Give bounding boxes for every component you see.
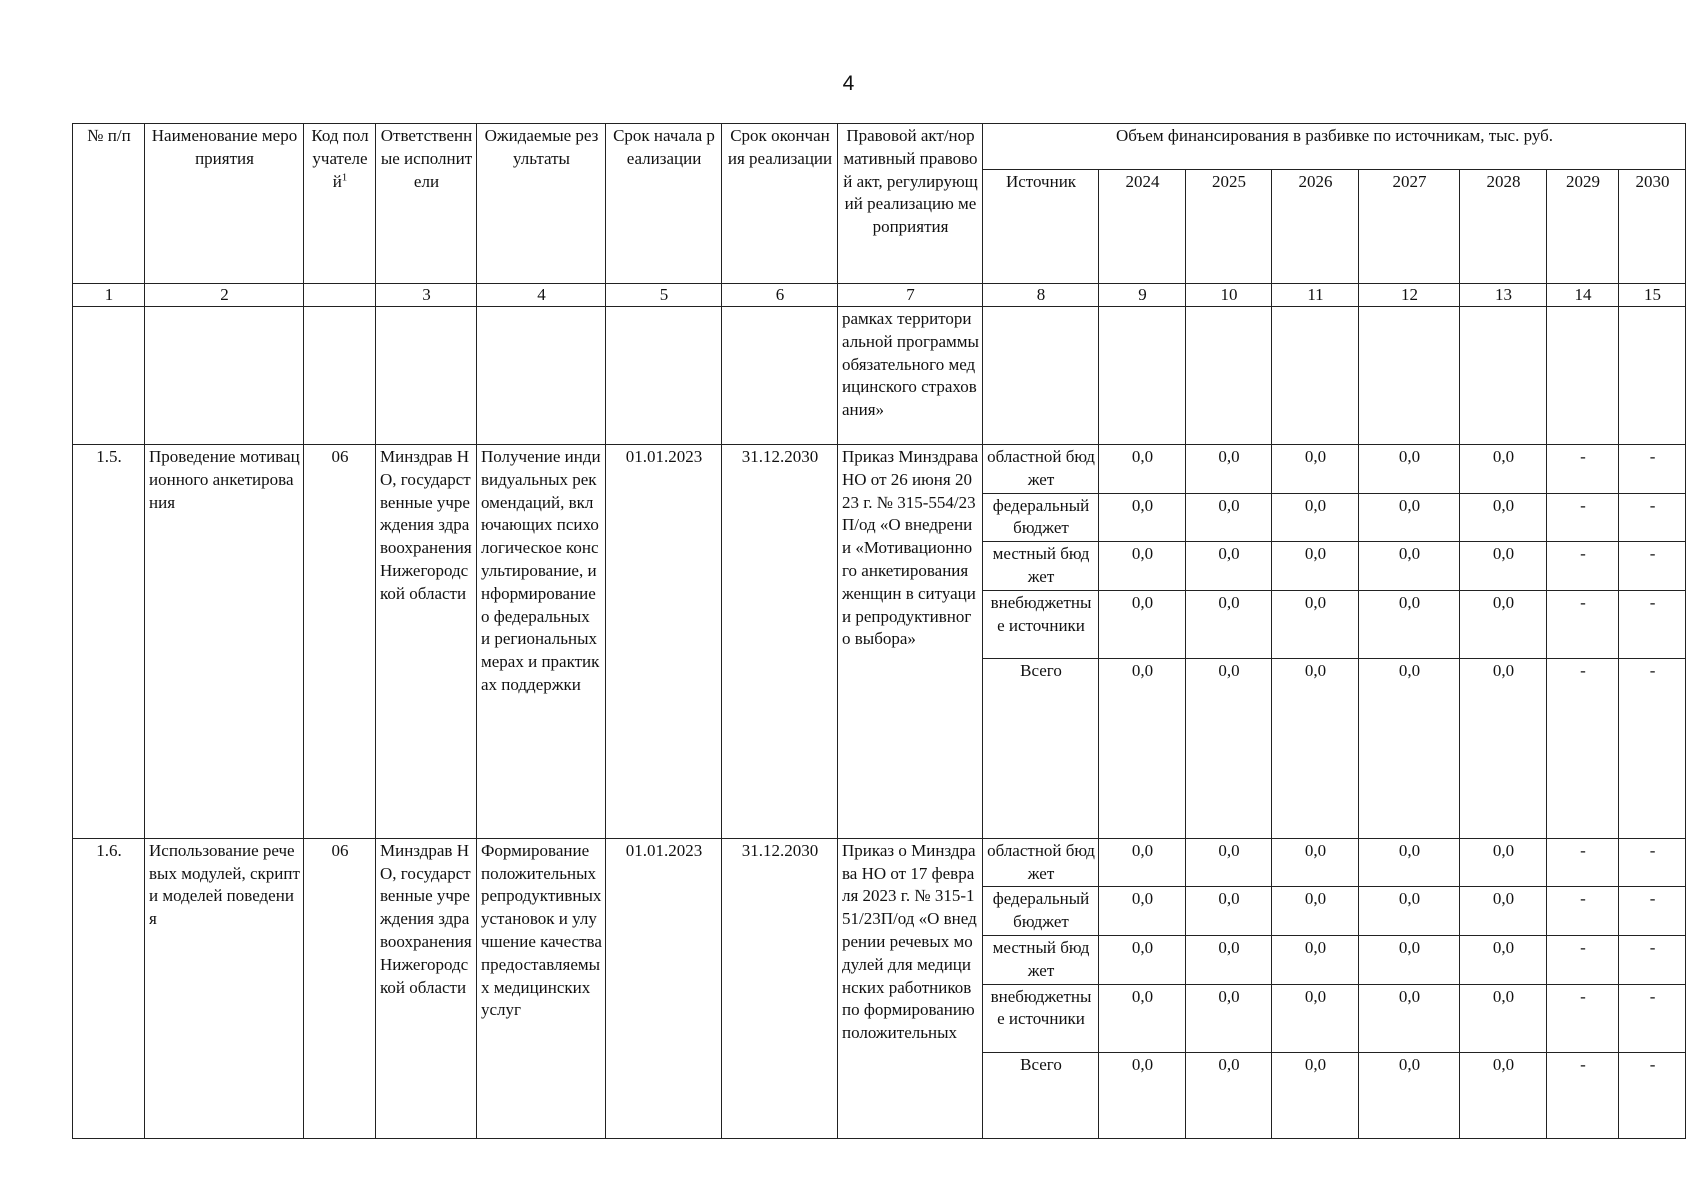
funding-value: 0,0 — [1272, 984, 1359, 1052]
funding-source: внебюджетные источники — [983, 590, 1099, 658]
funding-value: 0,0 — [1460, 542, 1547, 591]
funding-value: 0,0 — [1099, 542, 1186, 591]
continuation-row — [73, 307, 1686, 445]
funding-value: 0,0 — [1272, 1052, 1359, 1138]
header-year: 2025 — [1186, 170, 1272, 284]
funding-value: - — [1547, 887, 1619, 936]
column-number: 6 — [722, 284, 838, 307]
funding-value: 0,0 — [1272, 590, 1359, 658]
funding-value: 0,0 — [1359, 493, 1460, 542]
column-numbers-row — [73, 284, 1686, 307]
column-number: 3 — [376, 284, 477, 307]
funding-value: 0,0 — [1272, 493, 1359, 542]
funding-value: - — [1619, 542, 1686, 591]
end-date: 31.12.2030 — [722, 838, 838, 1138]
activity-row — [73, 445, 1686, 494]
header-funding: Объем финансирования в разбивке по источникам, тыс. руб. — [983, 124, 1686, 170]
funding-source: областной бюджет — [983, 838, 1099, 887]
funding-value: 0,0 — [1359, 542, 1460, 591]
funding-value: 0,0 — [1099, 984, 1186, 1052]
start-date: 01.01.2023 — [606, 838, 722, 1138]
funding-value: 0,0 — [1460, 1052, 1547, 1138]
funding-value: - — [1619, 658, 1686, 838]
funding-value: 0,0 — [1359, 984, 1460, 1052]
funding-value: - — [1547, 1052, 1619, 1138]
column-number: 14 — [1547, 284, 1619, 307]
funding-value: 0,0 — [1460, 493, 1547, 542]
responsible-executors: Минздрав НО, государственные учреждения здравоохранения Нижегородской области — [376, 445, 477, 839]
funding-value: 0,0 — [1186, 935, 1272, 984]
funding-value: - — [1547, 542, 1619, 591]
footnote-mark: 1 — [341, 170, 348, 183]
legal-act: Приказ Минздрава НО от 26 июня 2023 г. № 315-554/23П/од «О внедрении «Мотивационного анкетирования женщин в ситуации репродуктивного выбора» — [838, 445, 983, 839]
header-code: Код получателей$^1$ — [304, 124, 376, 284]
expected-results: Получение индивидуальных рекомендаций, включающих психологическое консультирование, информирование о федеральных и региональных мерах и практиках поддержки — [477, 445, 606, 839]
funding-value: 0,0 — [1359, 887, 1460, 936]
activity-name: Использование речевых модулей, скрипт и моделей поведения — [145, 838, 304, 1138]
column-number: 9 — [1099, 284, 1186, 307]
funding-source: Всего — [983, 658, 1099, 838]
funding-value: - — [1547, 493, 1619, 542]
header-year: 2026 — [1272, 170, 1359, 284]
funding-value: 0,0 — [1099, 935, 1186, 984]
funding-value: - — [1619, 984, 1686, 1052]
header-end: Срок окончания реализации — [722, 124, 838, 284]
funding-value: 0,0 — [1460, 838, 1547, 887]
funding-value: 0,0 — [1359, 1052, 1460, 1138]
column-number: 4 — [477, 284, 606, 307]
funding-source: местный бюджет — [983, 935, 1099, 984]
funding-value: 0,0 — [1460, 887, 1547, 936]
funding-source: местный бюджет — [983, 542, 1099, 591]
funding-value: - — [1619, 445, 1686, 494]
funding-value: 0,0 — [1186, 445, 1272, 494]
activity-row — [73, 838, 1686, 887]
header-year: 2027 — [1359, 170, 1460, 284]
funding-value: - — [1547, 445, 1619, 494]
header-year: 2029 — [1547, 170, 1619, 284]
funding-value: 0,0 — [1460, 590, 1547, 658]
funding-value: - — [1547, 590, 1619, 658]
header-year: 2030 — [1619, 170, 1686, 284]
activity-name: Проведение мотивационного анкетирования — [145, 445, 304, 839]
funding-value: - — [1619, 590, 1686, 658]
page-number: 4 — [842, 72, 855, 95]
activity-number: 1.6. — [73, 838, 145, 1138]
funding-value: 0,0 — [1272, 887, 1359, 936]
funding-source: внебюджетные источники — [983, 984, 1099, 1052]
expected-results: Формирование положительных репродуктивных установок и улучшение качества предоставляемых медицинских услуг — [477, 838, 606, 1138]
funding-value: 0,0 — [1099, 658, 1186, 838]
header-row — [73, 124, 1686, 170]
column-number: 1 — [73, 284, 145, 307]
recipient-code: 06 — [304, 445, 376, 839]
program-activities-table — [72, 123, 1686, 1139]
header-start: Срок начала реализации — [606, 124, 722, 284]
funding-value: - — [1619, 887, 1686, 936]
funding-source: федеральный бюджет — [983, 887, 1099, 936]
funding-value: 0,0 — [1272, 445, 1359, 494]
activity-number: 1.5. — [73, 445, 145, 839]
funding-value: 0,0 — [1359, 590, 1460, 658]
funding-value: 0,0 — [1186, 887, 1272, 936]
header-year: 2024 — [1099, 170, 1186, 284]
funding-value: 0,0 — [1186, 542, 1272, 591]
funding-value: 0,0 — [1099, 590, 1186, 658]
funding-source: федеральный бюджет — [983, 493, 1099, 542]
funding-source: Всего — [983, 1052, 1099, 1138]
column-number: 12 — [1359, 284, 1460, 307]
funding-value: 0,0 — [1272, 542, 1359, 591]
funding-value: 0,0 — [1359, 445, 1460, 494]
funding-value: - — [1619, 1052, 1686, 1138]
funding-value: 0,0 — [1272, 658, 1359, 838]
funding-value: - — [1619, 493, 1686, 542]
column-number: 5 — [606, 284, 722, 307]
column-number: 11 — [1272, 284, 1359, 307]
responsible-executors: Минздрав НО, государственные учреждения здравоохранения Нижегородской области — [376, 838, 477, 1138]
funding-value: 0,0 — [1272, 838, 1359, 887]
funding-value: 0,0 — [1099, 887, 1186, 936]
column-number: 8 — [983, 284, 1099, 307]
funding-value: 0,0 — [1099, 445, 1186, 494]
header-source: Источник — [983, 170, 1099, 284]
funding-value: - — [1619, 935, 1686, 984]
funding-value: 0,0 — [1099, 1052, 1186, 1138]
column-number: 10 — [1186, 284, 1272, 307]
funding-value: 0,0 — [1186, 590, 1272, 658]
funding-value: 0,0 — [1099, 493, 1186, 542]
recipient-code: 06 — [304, 838, 376, 1138]
header-responsible: Ответственные исполнители — [376, 124, 477, 284]
header-year: 2028 — [1460, 170, 1547, 284]
funding-value: - — [1547, 935, 1619, 984]
start-date: 01.01.2023 — [606, 445, 722, 839]
column-number — [304, 284, 376, 307]
legal-act-continuation: рамках территориальной программы обязательного медицинского страхования» — [838, 307, 983, 445]
funding-source: областной бюджет — [983, 445, 1099, 494]
funding-value: 0,0 — [1186, 1052, 1272, 1138]
funding-value: 0,0 — [1460, 935, 1547, 984]
funding-value: 0,0 — [1359, 838, 1460, 887]
header-name: Наименование мероприятия — [145, 124, 304, 284]
column-number: 7 — [838, 284, 983, 307]
funding-value: 0,0 — [1359, 658, 1460, 838]
column-number: 15 — [1619, 284, 1686, 307]
funding-value: - — [1547, 838, 1619, 887]
funding-value: 0,0 — [1460, 658, 1547, 838]
funding-value: 0,0 — [1186, 658, 1272, 838]
funding-value: - — [1547, 658, 1619, 838]
funding-value: 0,0 — [1186, 984, 1272, 1052]
end-date: 31.12.2030 — [722, 445, 838, 839]
funding-value: 0,0 — [1272, 935, 1359, 984]
column-number: 13 — [1460, 284, 1547, 307]
column-number: 2 — [145, 284, 304, 307]
funding-value: 0,0 — [1099, 838, 1186, 887]
funding-value: - — [1619, 838, 1686, 887]
legal-act: Приказ о Минздрава НО от 17 февраля 2023 г. № 315-151/23П/од «О внедрении речевых модулей для медицинских работников по формированию положительных — [838, 838, 983, 1138]
funding-value: 0,0 — [1460, 984, 1547, 1052]
header-legal: Правовой акт/нормативный правовой акт, регулирующий реализацию мероприятия — [838, 124, 983, 284]
funding-value: 0,0 — [1359, 935, 1460, 984]
funding-value: - — [1547, 984, 1619, 1052]
header-results: Ожидаемые результаты — [477, 124, 606, 284]
funding-value: 0,0 — [1460, 445, 1547, 494]
funding-value: 0,0 — [1186, 493, 1272, 542]
funding-value: 0,0 — [1186, 838, 1272, 887]
header-num: № п/п — [73, 124, 145, 284]
